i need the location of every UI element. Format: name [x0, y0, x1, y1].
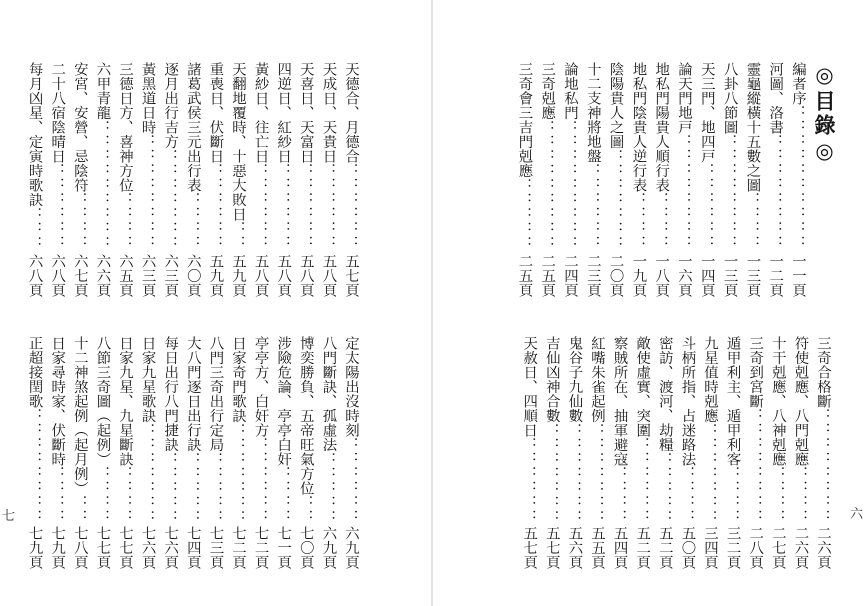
toc-entry-page: 一四頁 — [698, 254, 715, 298]
toc-entry — [69, 62, 91, 298]
toc-entry-page: 五五頁 — [589, 526, 605, 570]
toc-entry-title: 編者序 — [790, 62, 806, 106]
leader-dots: ：：：： — [117, 192, 133, 250]
toc-entry — [559, 62, 581, 298]
toc-entry-page: 五〇頁 — [679, 526, 696, 570]
toc-entry-page: 二三頁 — [584, 254, 601, 298]
toc-entry-title: 博奕勝負、五帝旺氣方位 — [297, 336, 314, 496]
toc-entry-page: 一八頁 — [653, 254, 670, 298]
toc-entry-page: 五七頁 — [343, 254, 359, 298]
toc-entry-page: 六三頁 — [162, 254, 179, 298]
toc-entry-title: 涉險危論、亭亭白奸 — [275, 336, 292, 467]
toc-entry-title: 黃紗日、往亡日 — [252, 62, 269, 164]
toc-entry-page: 七二頁 — [252, 526, 269, 570]
leader-dots: ：：：：：： — [584, 163, 601, 250]
toc-entry-title: 安宮、安營、忌陰符 — [71, 62, 88, 193]
toc-entry — [159, 336, 181, 570]
toc-entry-title: 密訪、渡河、劫糧 — [656, 336, 673, 452]
toc-entry — [24, 336, 46, 570]
leader-dots: ：：：：：： — [698, 163, 715, 250]
leader-dots: ：：：：： — [184, 451, 201, 524]
toc-entry-page: 一三頁 — [744, 254, 761, 298]
toc-entry — [767, 336, 789, 570]
toc-entry — [159, 62, 181, 298]
toc-entry-page: 一三頁 — [721, 254, 738, 298]
toc-entry — [250, 62, 272, 298]
toc-entry-title: 靈龜縱橫十五數之圖 — [744, 62, 761, 193]
toc-entry — [69, 336, 91, 570]
leader-dots: ：：：：：：： — [702, 422, 718, 524]
toc-entry — [609, 336, 631, 570]
toc-entry-page: 七七頁 — [94, 526, 111, 570]
leader-dots: ：：：：：： — [343, 437, 359, 524]
toc-entry-page: 五八頁 — [320, 254, 337, 298]
toc-entry-title: 三德日方、喜神方位 — [117, 62, 133, 193]
toc-entry-page: 七九頁 — [26, 526, 43, 570]
toc-entry-page: 三二頁 — [724, 526, 741, 570]
toc-entry — [204, 62, 226, 298]
toc-entry-title: 日家九星、九星斷訣 — [117, 336, 133, 467]
toc-entry-title: 十干剋應、八神剋應 — [769, 336, 786, 467]
toc-entry-title: 每月凶星、定寅時歌訣 — [26, 62, 43, 207]
toc-header: ◎目錄◎ — [812, 62, 837, 166]
leader-dots: ：：：： — [117, 466, 133, 524]
toc-entry-title: 十二支神將地盤 — [584, 62, 601, 164]
toc-entry-title: 論地私門 — [562, 62, 578, 120]
toc-entry-page: 五八頁 — [252, 254, 269, 298]
leader-dots: ：：：：：： — [320, 163, 337, 250]
toc-entry — [631, 336, 653, 570]
toc-entry — [605, 62, 627, 298]
toc-entry-title: 天赦日、四順日 — [521, 336, 538, 438]
toc-entry — [114, 336, 136, 570]
toc-entry — [789, 336, 811, 570]
toc-entry-title: 三奇合格斷 — [815, 336, 831, 409]
toc-entry-page: 五七頁 — [521, 526, 538, 570]
toc-entry-title: 察賊所在、抽軍避寇 — [611, 336, 628, 467]
leader-dots: ：：：：： — [320, 451, 337, 524]
page-number-right: 六 — [850, 507, 864, 522]
toc-entry-page: 五二頁 — [634, 526, 651, 570]
toc-entry-title: 亭亭方、白奸方 — [252, 336, 269, 438]
leader-dots: ：：：：：：：： — [767, 134, 784, 250]
leader-dots: ：：：：：： — [297, 163, 314, 250]
leader-dots: ：： — [230, 221, 246, 250]
toc-entry-title: 正超接閏歌 — [26, 336, 43, 409]
toc-entry-page: 七七頁 — [117, 526, 133, 570]
leader-dots: ：：：： — [724, 466, 741, 524]
toc-entry-title: 日家奇門歌訣 — [230, 336, 246, 423]
leader-dots: ：：：：：：：：： — [94, 119, 111, 250]
toc-entry-title: 三奇剋應 — [539, 62, 556, 120]
toc-entry-page: 二六頁 — [815, 526, 831, 570]
toc-entry — [250, 336, 272, 570]
toc-entry-page: 七九頁 — [49, 526, 66, 570]
toc-entry-title: 斗柄所指、占迷路法 — [679, 336, 696, 467]
toc-entry-page: 五八頁 — [297, 254, 314, 298]
toc-entry-page: 二八頁 — [747, 526, 764, 570]
toc-entry — [722, 336, 744, 570]
toc-entry — [812, 336, 834, 570]
toc-entry — [650, 62, 672, 298]
toc-entry — [91, 336, 113, 570]
toc-entry — [182, 62, 204, 298]
toc-entry-page: 六〇頁 — [184, 254, 201, 298]
toc-entry — [518, 336, 540, 570]
toc-entry-title: 十二神煞起例（起月例） — [71, 336, 88, 496]
toc-entry — [46, 336, 68, 570]
toc-entry-page: 七三頁 — [207, 526, 224, 570]
toc-entry-title: 逐月出行吉方 — [162, 62, 179, 149]
toc-entry — [586, 336, 608, 570]
toc-entry-title: 日家九星歌訣 — [139, 336, 156, 423]
toc-entry — [317, 62, 339, 298]
toc-entry — [227, 62, 249, 298]
toc-entry-page: 五六頁 — [566, 526, 583, 570]
leader-dots: ：：：：：：： — [543, 422, 560, 524]
toc-entry-title: 敵使虛實、突圍 — [634, 336, 651, 438]
toc-entry — [272, 62, 294, 298]
toc-entry-title: 遁甲利主、遁甲利客 — [724, 336, 741, 467]
toc-entry-page: 七八頁 — [71, 526, 88, 570]
toc-entry-page: 七六頁 — [162, 526, 179, 570]
toc-entry — [696, 62, 718, 298]
leader-dots: ：：：：： — [162, 451, 179, 524]
leader-dots: ：：：：：： — [207, 163, 224, 250]
toc-entry — [719, 62, 741, 298]
toc-entry-title: 二十八宿陰晴日 — [49, 62, 66, 164]
toc-entry-title: 六甲青龍 — [94, 62, 111, 120]
leader-dots: ：： — [71, 495, 88, 524]
toc-entry — [91, 62, 113, 298]
toc-entry-page: 七〇頁 — [297, 526, 314, 570]
toc-entry-title: 天翻地覆時、十惡大敗日 — [230, 62, 246, 222]
leader-dots: ：：：： — [184, 192, 201, 250]
toc-entry-title: 三奇會三吉門剋應 — [516, 62, 533, 178]
toc-entry-title: 鬼谷子九仙數 — [566, 336, 583, 423]
leader-dots: ：：：：：： — [49, 163, 66, 250]
toc-entry — [24, 62, 46, 298]
toc-entry — [654, 336, 676, 570]
leader-dots: ：：：： — [769, 466, 786, 524]
toc-entry — [787, 62, 809, 298]
leader-dots: ：：：： — [611, 466, 628, 524]
toc-entry-page: 六八頁 — [26, 254, 43, 298]
leader-dots: ：：：： — [792, 466, 809, 524]
toc-entry-page: 七六頁 — [139, 526, 156, 570]
toc-entry-page: 五四頁 — [611, 526, 628, 570]
toc-entry — [536, 62, 558, 298]
leader-dots: ：：：：： — [656, 451, 673, 524]
toc-entry — [741, 62, 763, 298]
leader-dots: ：：：：：：： — [230, 422, 246, 524]
toc-entry-page: 一二頁 — [767, 254, 784, 298]
toc-entry — [295, 62, 317, 298]
leader-dots: ：：： — [26, 206, 43, 250]
toc-entry-page: 五九頁 — [207, 254, 224, 298]
toc-entry-page: 五七頁 — [543, 526, 560, 570]
toc-entry-page: 二〇頁 — [607, 254, 624, 298]
toc-entry-title: 黃黑道日時 — [139, 62, 156, 135]
toc-entry-title: 論天門地戸 — [676, 62, 692, 135]
toc-entry — [46, 62, 68, 298]
toc-entry — [513, 62, 535, 298]
toc-entry — [582, 62, 604, 298]
toc-entry — [182, 336, 204, 570]
toc-entry-title: 河圖、洛書 — [767, 62, 784, 135]
toc-entry — [676, 336, 698, 570]
leader-dots: ：：：：：：：：： — [539, 119, 556, 250]
toc-entry — [340, 62, 362, 298]
toc-entry-page: 一六頁 — [676, 254, 692, 298]
leader-dots: ：：：：：： — [252, 163, 269, 250]
leader-dots: ：：：：：： — [521, 437, 538, 524]
leader-dots: ：：：：：：：： — [747, 408, 764, 524]
leader-dots: ：：：：：：： — [162, 148, 179, 250]
leader-dots: ：： — [297, 495, 314, 524]
toc-entry — [563, 336, 585, 570]
toc-entry-title: 日家尋時家、伏斷時 — [49, 336, 66, 467]
toc-entry — [295, 336, 317, 570]
leader-dots: ：：：：：：：： — [26, 408, 43, 524]
leader-dots: ：：：：：：： — [607, 148, 624, 250]
page-number-left: 七 — [2, 509, 16, 524]
toc-entry-title: 八門三奇出行定局 — [207, 336, 224, 452]
leader-dots: ：：：：：： — [275, 163, 292, 250]
leader-dots: ：：：：：：： — [566, 422, 583, 524]
toc-entry-title: 八節三奇圖（起例） — [94, 336, 111, 467]
toc-entry-title: 天三門、地四戸 — [698, 62, 715, 164]
toc-entry-title: 三奇到宮斷 — [747, 336, 764, 409]
toc-entry-page: 六五頁 — [117, 254, 133, 298]
leader-dots: ：：：： — [679, 466, 696, 524]
toc-entry — [227, 336, 249, 570]
toc-entry-title: 地私門陰貴人逆行表 — [630, 62, 647, 193]
leader-dots: ：：：：：：：： — [721, 134, 738, 250]
leader-dots: ：：：： — [275, 466, 292, 524]
toc-entry-page: 七一頁 — [275, 526, 292, 570]
toc-entry — [627, 62, 649, 298]
toc-entry-title: 定太陽出沒時刻 — [343, 336, 359, 438]
toc-entry-page: 七四頁 — [184, 526, 201, 570]
toc-entry-title: 天成日、天貴日 — [320, 62, 337, 164]
right-page — [432, 0, 864, 606]
leader-dots: ：：：： — [94, 466, 111, 524]
toc-entry — [744, 336, 766, 570]
leader-dots: ：：：：：： — [252, 437, 269, 524]
leader-dots: ：：：： — [744, 192, 761, 250]
leader-dots: ：：：： — [71, 192, 88, 250]
toc-entry-page: 一一頁 — [790, 254, 806, 298]
toc-entry-page: 五九頁 — [230, 254, 246, 298]
toc-entry — [699, 336, 721, 570]
toc-entry-page: 六三頁 — [139, 254, 156, 298]
leader-dots: ：：：：： — [207, 451, 224, 524]
toc-entry-page: 六九頁 — [320, 526, 337, 570]
leader-dots: ：：：：：：： — [589, 422, 605, 524]
toc-entry-page: 二五頁 — [539, 254, 556, 298]
leader-dots: ：：：：：：：： — [815, 408, 831, 524]
toc-entry-title: 地私門陽貴人順行表 — [653, 62, 670, 193]
toc-entry — [764, 62, 786, 298]
toc-entry-title: 九星值時剋應 — [702, 336, 718, 423]
toc-entry-title: 大八門逐日出行訣 — [184, 336, 201, 452]
leader-dots: ：：：：：：：： — [676, 134, 692, 250]
toc-entry-title: 八門斷訣、孤虛法 — [320, 336, 337, 452]
toc-entry-page: 一九頁 — [630, 254, 647, 298]
toc-entry — [541, 336, 563, 570]
toc-entry-title: 重喪日、伏斷日 — [207, 62, 224, 164]
toc-entry-page: 六六頁 — [94, 254, 111, 298]
toc-entry-page: 三四頁 — [702, 526, 718, 570]
leader-dots: ：：：：：： — [634, 437, 651, 524]
leader-dots: ：：：：：：：： — [139, 134, 156, 250]
toc-entry-page: 五八頁 — [275, 254, 292, 298]
toc-entry-page: 二六頁 — [792, 526, 809, 570]
toc-entry — [272, 336, 294, 570]
toc-entry-page: 七二頁 — [230, 526, 246, 570]
toc-entry — [137, 336, 159, 570]
leader-dots: ：：：： — [630, 192, 647, 250]
toc-entry-page: 六七頁 — [71, 254, 88, 298]
toc-entry — [340, 336, 362, 570]
toc-entry-page: 二五頁 — [516, 254, 533, 298]
toc-entry-title: 紅嘴朱雀起例 — [589, 336, 605, 423]
toc-entry-title: 符使剋應、八門剋應 — [792, 336, 809, 467]
toc-entry-page: 二七頁 — [769, 526, 786, 570]
toc-entry-title: 每日出行八門捷訣 — [162, 336, 179, 452]
toc-entry-page: 六九頁 — [343, 526, 359, 570]
toc-entry-title: 天德合、月德合 — [343, 62, 359, 164]
leader-dots: ：：：：：：：：：： — [790, 105, 806, 250]
toc-entry-title: 諸葛武侯三元出行表 — [184, 62, 201, 193]
toc-entry-title: 八卦八節圖 — [721, 62, 738, 135]
toc-entry-title: 陰陽貴人之圖 — [607, 62, 624, 149]
leader-dots: ：：：： — [653, 192, 670, 250]
toc-entry-title: 天喜日、天富日 — [297, 62, 314, 164]
toc-entry-page: 二四頁 — [562, 254, 578, 298]
toc-entry — [137, 62, 159, 298]
leader-dots: ：：：： — [49, 466, 66, 524]
leader-dots: ：：：：：： — [343, 163, 359, 250]
toc-entry — [317, 336, 339, 570]
toc-entry — [204, 336, 226, 570]
toc-entry-page: 五二頁 — [656, 526, 673, 570]
toc-entry-page: 六八頁 — [49, 254, 66, 298]
leader-dots: ：：：：：：： — [139, 422, 156, 524]
leader-dots: ：：：：：：：：： — [562, 119, 578, 250]
leader-dots: ：：：：： — [516, 177, 533, 250]
toc-entry — [673, 62, 695, 298]
toc-entry-title: 吉仙凶神合數 — [543, 336, 560, 423]
toc-entry — [114, 62, 136, 298]
toc-entry-title: 四逆日、紅紗日 — [275, 62, 292, 164]
